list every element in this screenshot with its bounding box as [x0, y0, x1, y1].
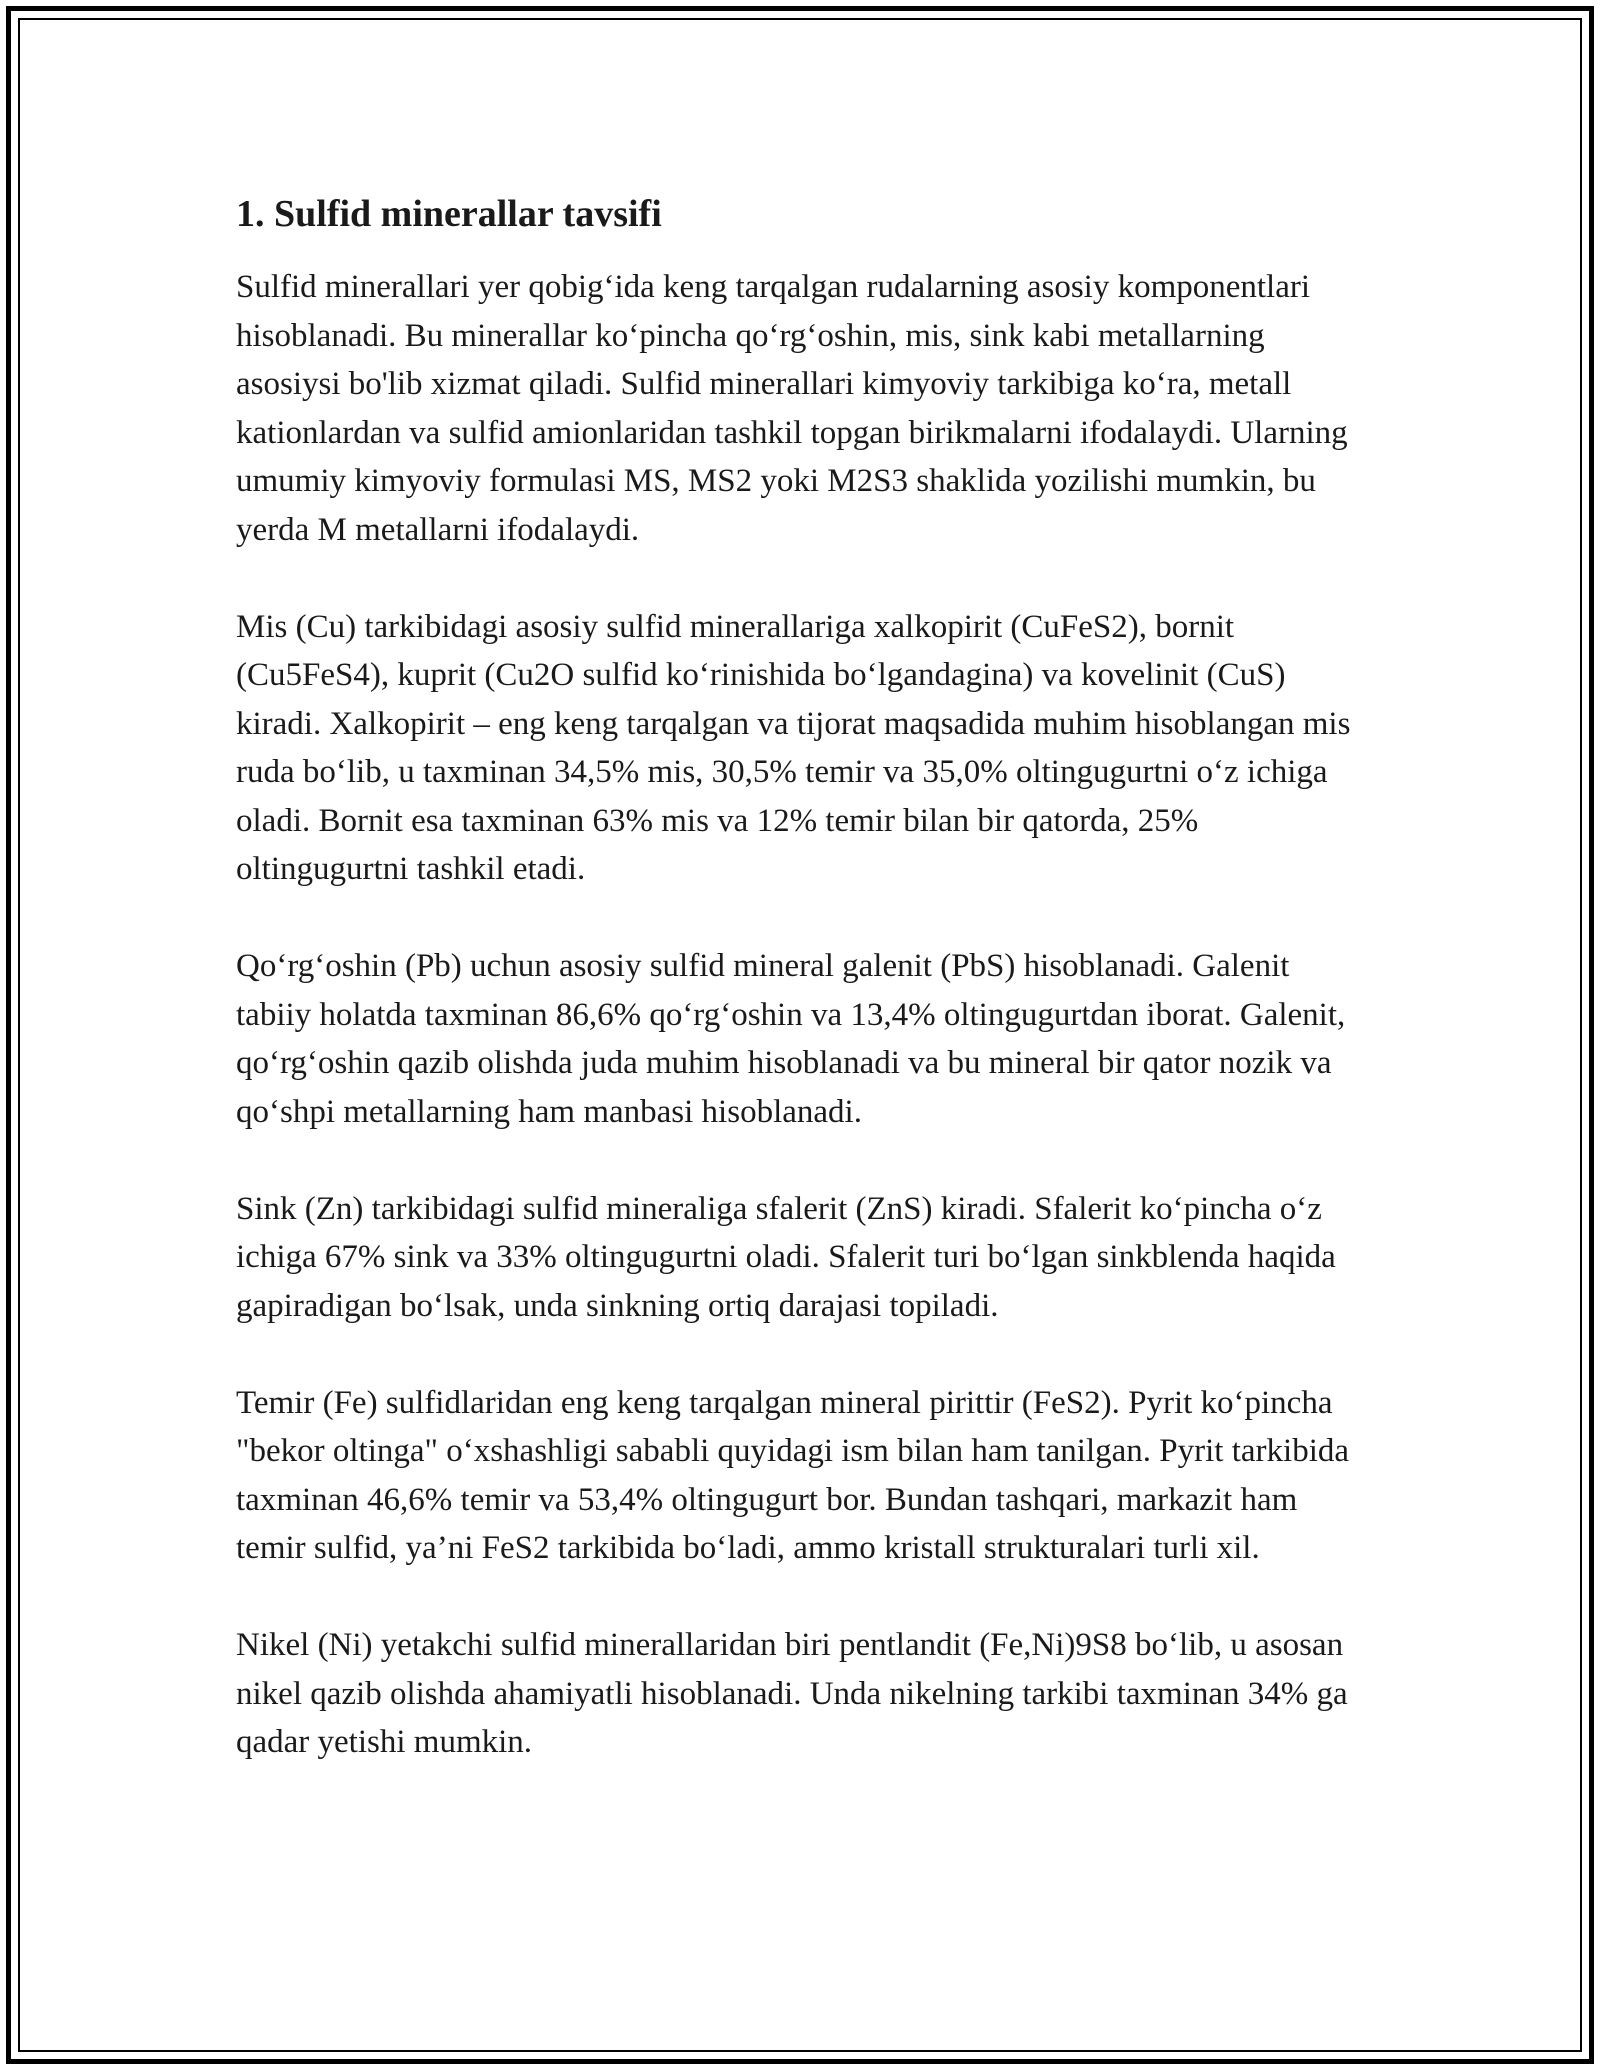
paragraph-nickel-minerals: Nikel (Ni) yetakchi sulfid minerallaridan biri pentlandit (Fe,Ni)9S8 bo‘lib, u asosan nikel qazib olishda ahamiyatli hisoblanadi. Unda nikelning tarkibi taxminan 34% ga qadar yetishi mumkin. [236, 1627, 1348, 1760]
document-body [236, 185, 1366, 1815]
paragraph-zinc-minerals: Sink (Zn) tarkibidagi sulfid mineraliga sfalerit (ZnS) kiradi. Sfalerit ko‘pincha o‘z ichiga 67% sink va 33% oltingugurtni oladi. Sfalerit turi bo‘lgan sinkblenda haqida gapiradigan bo‘lsak, unda sinkning ortiq darajasi topiladi. [236, 1190, 1336, 1324]
section-heading: 1. Sulfid minerallar tavsifi [236, 193, 662, 235]
paragraph-copper-minerals: Mis (Cu) tarkibidagi asosiy sulfid minerallariga xalkopirit (CuFeS2), bornit (Cu5FeS4), kuprit (Cu2O sulfid ko‘rinishida bo‘lgandagina) va kovelinit (CuS) kiradi. Xalkopirit – eng keng tarqalgan va tijorat maqsadida muhim hisoblangan mis ruda bo‘lib, u taxminan 34,5% mis, 30,5% temir va 35,0% oltingugurtni o‘z ichiga oladi. Bornit esa taxminan 63% mis va 12% temir bilan bir qatorda, 25% oltingugurtni tashkil etadi. [236, 608, 1351, 887]
paragraph-lead-minerals: Qo‘rg‘oshin (Pb) uchun asosiy sulfid mineral galenit (PbS) hisoblanadi. Galenit tabiiy holatda taxminan 86,6% qo‘rg‘oshin va 13,4% oltingugurtdan iborat. Galenit, qo‘rg‘oshin qazib olishda juda muhim hisoblanadi va bu mineral bir qator nozik va qo‘shpi metallarning ham manbasi hisoblanadi. [236, 948, 1346, 1130]
paragraph-iron-minerals: Temir (Fe) sulfidlaridan eng keng tarqalgan mineral pirittir (FeS2). Pyrit ko‘pincha "bekor oltinga" o‘xshashligi sababli quyidagi ism bilan ham tanilgan. Pyrit tarkibida taxminan 46,6% temir va 53,4% oltingugurt bor. Bundan tashqari, markazit ham temir sulfid, ya’ni FeS2 tarkibida bo‘ladi, ammo kristall strukturalari turli xil. [236, 1384, 1350, 1566]
paragraph-sulfide-overview: Sulfid minerallari yer qobig‘ida keng tarqalgan rudalarning asosiy komponentlari hisoblanadi. Bu minerallar ko‘pincha qo‘rg‘oshin, mis, sink kabi metallarning asosiysi bo'lib xizmat qiladi. Sulfid minerallari kimyoviy tarkibiga ko‘ra, metall kationlardan va sulfid amionlaridan tashkil topgan birikmalarni ifodalaydi. Ularning umumiy kimyoviy formulasi MS, MS2 yoki M2S3 shaklida yozilishi mumkin, bu yerda M metallarni ifodalaydi. [236, 269, 1348, 548]
